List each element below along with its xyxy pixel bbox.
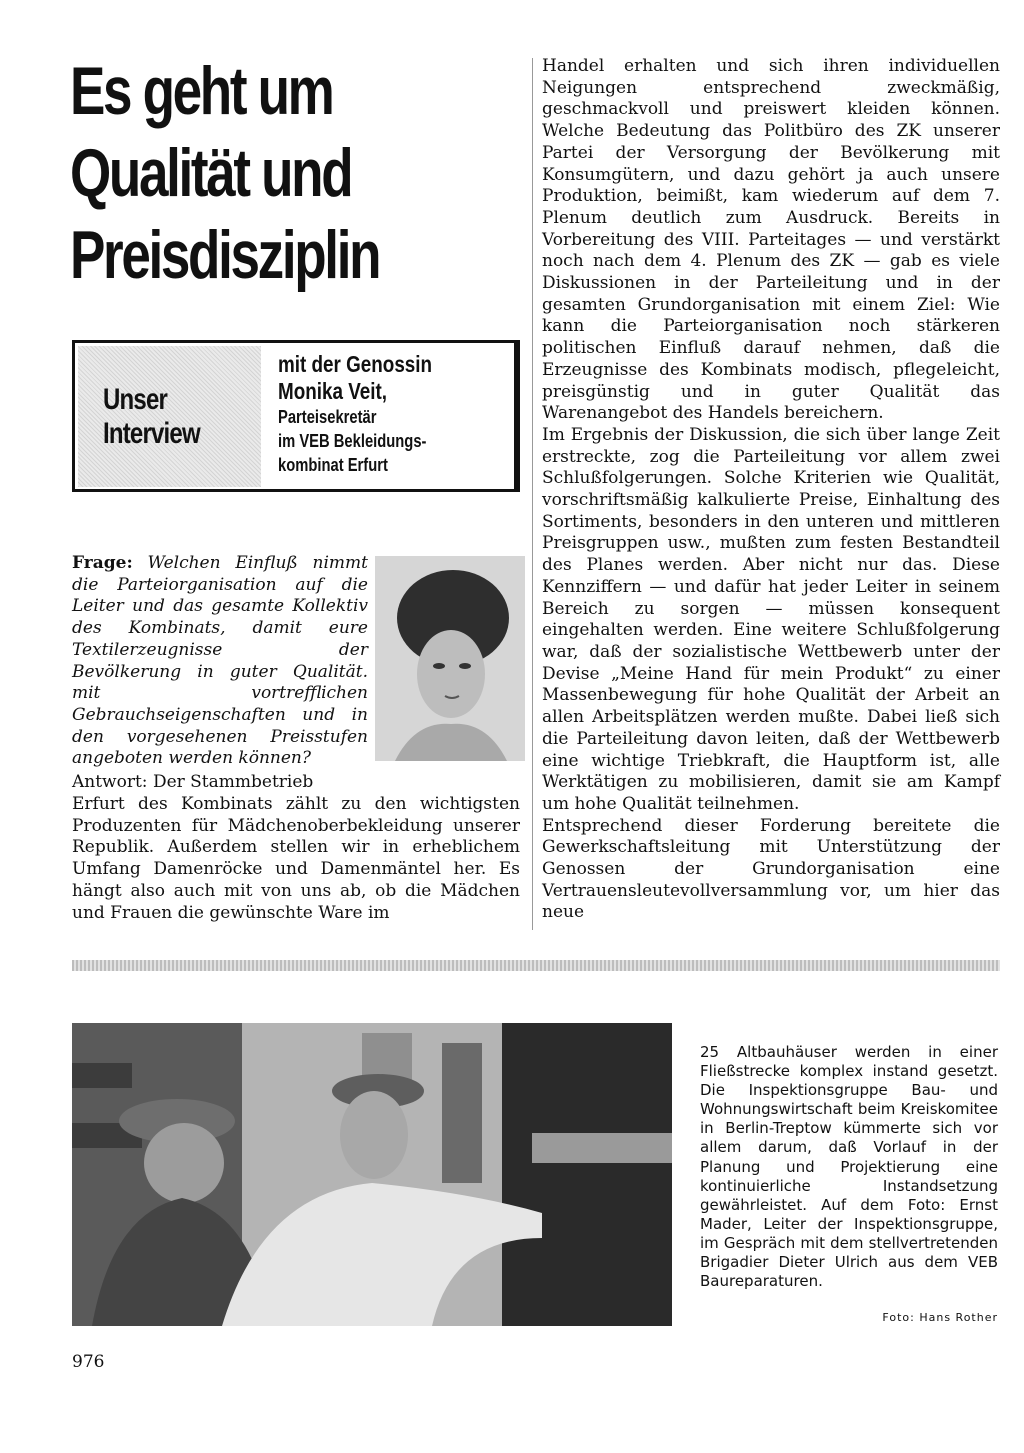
paragraph: Im Ergebnis der Diskussion, die sich über lange Zeit erstreckte, zog die Parteileitung vor allem zwei Schlußfolgerungen. Solche Kriterien wie Qualität, vorschriftsmäßig kalkulierte Preise, Einhaltung des Sortiments, besonders in den unteren und mittleren Preisgruppen usw., mußten zum festen Bestandteil des Planes werden. Aber nicht nur das. Diese Kennziffern — und dafür hat jeder Leiter in seinem Bereich zu sorgen — müssen konsequent eingehalten werden. Eine weitere Schlußfolgerung war, daß der sozialistische Wettbewerb unter der Devise „Meine Hand für mein Produkt“ zu einer Massenbewegung für hohe Qualität der Arbeit an allen Arbeitsplätzen werden mußte. Dabei ließ sich die Parteileitung davon leiten, daß der Wettbewerb eine wichtige Triebkraft, die Hauptform ist, alle Werktätigen zu mobilisieren, damit sie am Kampf um hohe Qualität teilnehmen. <box>542 424 1000 814</box>
question <box>72 553 368 770</box>
headline-line: Qualität und <box>70 135 352 211</box>
headline <box>70 50 421 296</box>
question-label: Frage: <box>72 553 133 573</box>
street-photo <box>72 1023 672 1326</box>
answer-text: Erfurt des Kombinats zählt zu den wichtigsten Produzenten für Mädchenoberbekleidung unserer Republik. Außerdem stellen wir in erheblichem Umfang Damenröcke und Damenmäntel her. Es hängt also auch mit von uns ab, ob die Mädchen und Frauen die gewünschte Ware im <box>72 794 520 923</box>
paragraph: Entsprechend dieser Forderung bereitete die Gewerkschaftsleitung mit Unterstützung der Genossen der Grundorganisation eine Vertrauensleutevollversammlung vor, um hier das neue <box>542 815 1000 923</box>
box-shadow-rule <box>514 340 520 492</box>
interview-info-line: im VEB Bekleidungs- <box>278 431 427 451</box>
interview-info <box>278 351 475 477</box>
answer-first-line: Der Stammbetrieb <box>152 772 314 792</box>
interview-label-line: Unser <box>103 383 168 416</box>
photo-caption: 25 Altbauhäuser werden in einer Fließstrecke komplex instand gesetzt. Die Inspektionsgruppe Bau- und Wohnungswirtschaft beim Kreiskomitee in Berlin-Treptow kümmerte sich vor allem darum, daß Vorlauf in der Planung und Projektierung eine kontinuierliche Instandsetzung gewährleistet. Auf dem Foto: Ernst Mader, Leiter der Inspektionsgruppe, im Gespräch mit dem stellvertretenden Brigadier Dieter Ulrich aus dem VEB Baureparaturen. <box>700 1043 998 1291</box>
paragraph: Handel erhalten und sich ihren individuellen Neigungen entsprechend zweckmäßig, geschmackvoll und preiswert kleiden können. Welche Bedeutung das Politbüro des ZK unserer Partei der Versorgung der Bevölkerung mit Konsumgütern, und dazu gehört ja auch unsere Produktion, beimißt, kam wiederum auf dem 7. Plenum deutlich zum Ausdruck. Bereits in Vorbereitung des VIII. Parteitages — und verstärkt noch nach dem 4. Plenum des ZK — gab es viele Diskussionen in der Parteileitung und in der gesamten Grundorganisation mit einem Ziel: Wie kann die Parteiorganisation noch stärkeren politischen Einfluß darauf nehmen, daß die Erzeugnisse des Kombinats modisch, pflegeleicht, preisgünstig und in guter Qualität das Warenangebot des Handels bereichern. <box>542 56 1000 424</box>
headline-line: Es geht um <box>70 53 333 129</box>
interviewee-role: Parteisekretär <box>278 407 377 427</box>
portrait-photo <box>375 556 525 761</box>
interview-info-line: mit der Genossin <box>278 351 433 377</box>
interview-info-line: kombinat Erfurt <box>278 455 388 475</box>
question-text: Welchen Einfluß nimmt die Parteiorganisation auf die Leiter und das gesamte Kollektiv des Kombinats, damit eure Textilerzeugnisse der Bevölkerung in guter Qualität. mit vortrefflichen Gebrauchseigenschaften und in den vorgesehenen Preisstufen angeboten werden können? <box>72 553 368 769</box>
interview-label <box>103 383 200 451</box>
separator-bar <box>72 960 1000 971</box>
answer-start <box>72 772 368 794</box>
street-photo-image <box>72 1023 672 1326</box>
photo-credit: Foto: Hans Rother <box>882 1311 998 1324</box>
page-number: 976 <box>72 1352 105 1372</box>
interview-box <box>72 340 520 492</box>
interview-label-line: Interview <box>103 417 200 450</box>
answer-label: Antwort: <box>72 772 148 792</box>
interviewee-name: Monika Veit, <box>278 378 388 404</box>
right-column <box>542 56 1000 924</box>
headline-line: Preisdisziplin <box>70 217 380 293</box>
portrait-image <box>375 556 525 761</box>
column-divider <box>532 58 533 930</box>
